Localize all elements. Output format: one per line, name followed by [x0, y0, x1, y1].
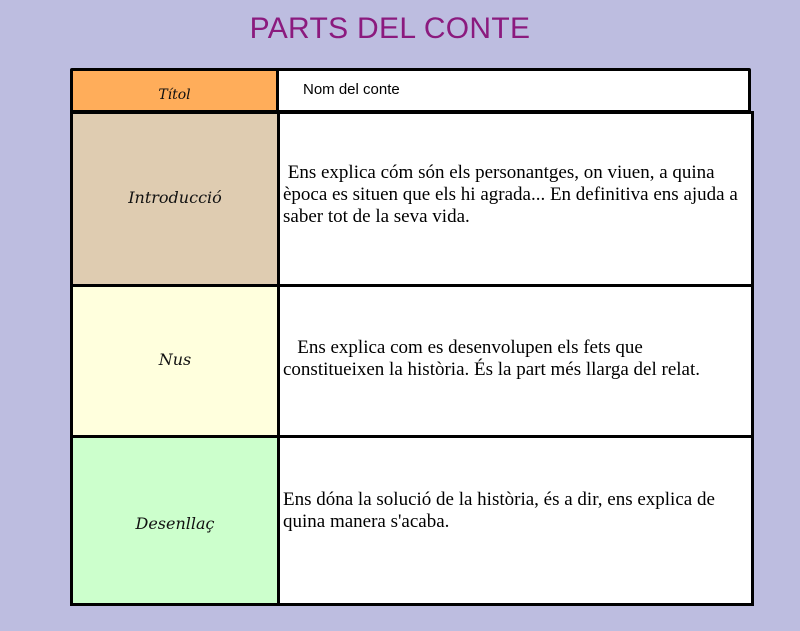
part-row-introduccio	[73, 114, 751, 287]
page-title: PARTS DEL CONTE	[249, 12, 531, 45]
story-title-label: Títol	[73, 71, 279, 110]
part-row-desenllac	[73, 438, 751, 603]
story-title-row	[70, 68, 751, 113]
part-label-nus: Nus	[73, 287, 280, 435]
part-row-nus	[73, 287, 751, 438]
part-description-introduccio: Ens explica cóm són els personantges, on viuen, a quina època es situen que els hi agrada... En definitiva ens ajuda a saber tot de la seva vida.	[283, 162, 738, 227]
story-title-value[interactable]: Nom del conte	[303, 81, 400, 98]
part-description-desenllac: Ens dóna la solució de la història, és a dir, ens explica de quina manera s'acaba.	[283, 488, 715, 532]
part-description-nus: Ens explica com es desenvolupen els fets que constitueixen la història. És la part més llarga del relat.	[283, 337, 700, 380]
part-label-desenllac: Desenllaç	[73, 438, 280, 603]
story-parts-table	[70, 111, 754, 606]
part-label-introduccio: Introducció	[73, 114, 280, 284]
